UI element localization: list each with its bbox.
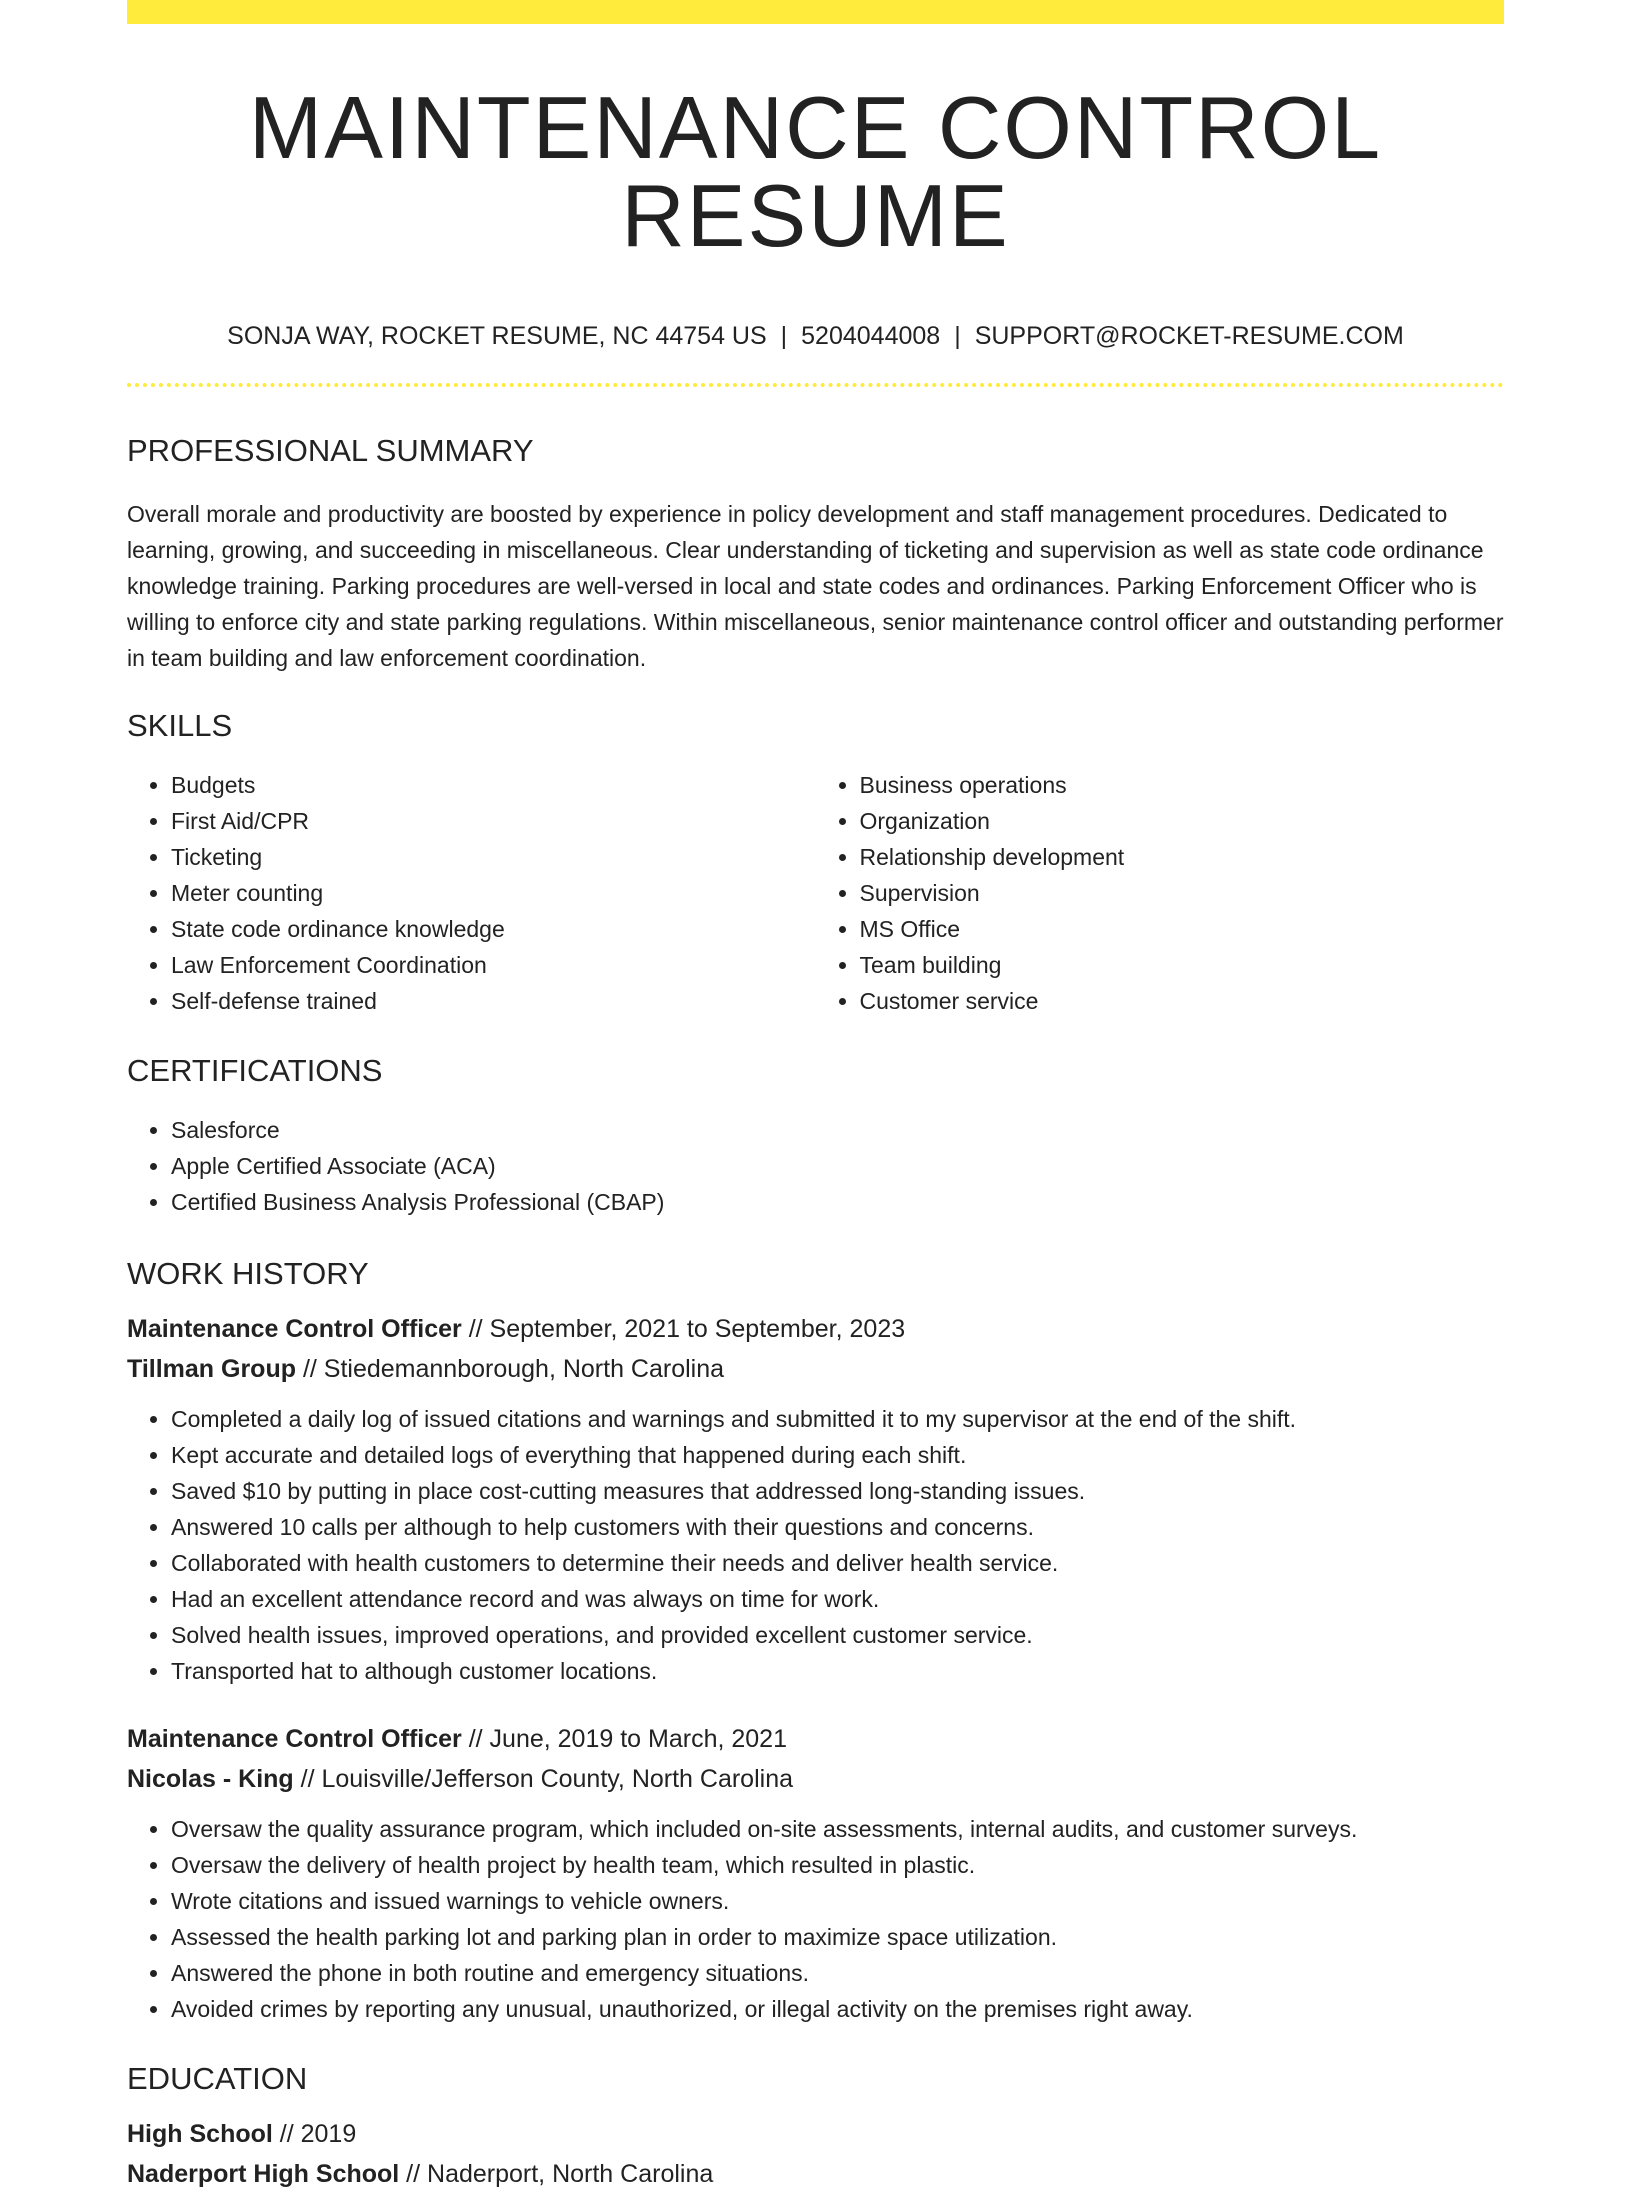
job-title: Maintenance Control Officer: [127, 1725, 462, 1753]
certification-item: • Certified Business Analysis Professional (CBAP): [171, 1184, 1504, 1220]
education-degree: High School: [127, 2120, 273, 2148]
skill-item: • Budgets: [171, 767, 816, 803]
job-location: // Stiedemannborough, North Carolina: [296, 1355, 725, 1383]
contact-line: [127, 324, 1504, 349]
certifications-section: [127, 1055, 1504, 1220]
contact-phone: 5204044008: [801, 322, 941, 350]
skills-list-left: [127, 767, 816, 1019]
certifications-list: [127, 1112, 1504, 1220]
skills-section: [127, 710, 1504, 1019]
job-bullet: • Oversaw the quality assurance program, which included on-site assessments, internal audits, and customer surveys.: [171, 1811, 1504, 1847]
job-title-line: [127, 1719, 1504, 1759]
job-entry: [127, 1719, 1504, 2027]
job-entry: [127, 1309, 1504, 1689]
job-bullet: • Oversaw the delivery of health project by health team, which resulted in plastic.: [171, 1847, 1504, 1883]
job-company: Nicolas - King: [127, 1765, 294, 1793]
job-bullet: • Avoided crimes by reporting any unusual, unauthorized, or illegal activity on the premises right away.: [171, 1991, 1504, 2027]
contact-separator: |: [780, 322, 788, 350]
job-bullet: • Collaborated with health customers to determine their needs and deliver health service.: [171, 1545, 1504, 1581]
job-bullet: • Kept accurate and detailed logs of everything that happened during each shift.: [171, 1437, 1504, 1473]
skill-item: • Law Enforcement Coordination: [171, 947, 816, 983]
job-bullet: • Saved $10 by putting in place cost-cutting measures that addressed long-standing issues.: [171, 1473, 1504, 1509]
certification-item: • Salesforce: [171, 1112, 1504, 1148]
summary-heading: PROFESSIONAL SUMMARY: [127, 433, 534, 468]
contact-separator: |: [954, 322, 961, 350]
job-bullet: • Answered the phone in both routine and emergency situations.: [171, 1955, 1504, 1991]
job-company-line: [127, 1349, 1504, 1389]
job-company: Tillman Group: [127, 1355, 296, 1383]
top-accent-bar: [127, 0, 1504, 24]
job-location: // Louisville/Jefferson County, North Carolina: [293, 1765, 794, 1793]
job-company-line: [127, 1759, 1504, 1799]
skills-list-right: [816, 767, 1505, 1019]
resume-page: [127, 0, 1504, 2194]
skill-item: • Self-defense trained: [171, 983, 816, 1019]
education-section: [127, 2063, 1504, 2194]
job-bullets: [127, 1811, 1504, 2027]
job-bullets: [127, 1401, 1504, 1689]
education-year: // 2019: [272, 2120, 357, 2148]
education-heading: EDUCATION: [127, 2061, 308, 2096]
work-history-heading: WORK HISTORY: [127, 1256, 369, 1291]
job-bullet: • Had an excellent attendance record and was always on time for work.: [171, 1581, 1504, 1617]
education-location: // Naderport, North Carolina: [399, 2160, 714, 2188]
skill-item: • Meter counting: [171, 875, 816, 911]
skill-item: • Team building: [860, 947, 1505, 983]
job-bullet: • Wrote citations and issued warnings to vehicle owners.: [171, 1883, 1504, 1919]
skill-item: • Supervision: [860, 875, 1505, 911]
skill-item: • First Aid/CPR: [171, 803, 816, 839]
certification-item: • Apple Certified Associate (ACA): [171, 1148, 1504, 1184]
education-school-line: [127, 2154, 1504, 2194]
work-history-section: [127, 1258, 1504, 2027]
skills-heading: SKILLS: [127, 708, 233, 743]
skill-item: • Customer service: [860, 983, 1505, 1019]
education-entry: [127, 2114, 1504, 2194]
resume-title: MAINTENANCE CONTROL RESUME: [248, 78, 1383, 265]
job-title-line: [127, 1309, 1504, 1349]
skill-item: • Organization: [860, 803, 1505, 839]
education-degree-line: [127, 2114, 1504, 2154]
job-title: Maintenance Control Officer: [127, 1315, 462, 1343]
education-school: Naderport High School: [127, 2160, 400, 2188]
job-dates: // June, 2019 to March, 2021: [461, 1725, 787, 1753]
summary-section: [127, 435, 1504, 676]
job-dates: // September, 2021 to September, 2023: [461, 1315, 906, 1343]
certifications-heading: CERTIFICATIONS: [127, 1053, 383, 1088]
job-bullet: • Transported hat to although customer locations.: [171, 1653, 1504, 1689]
job-bullet: • Completed a daily log of issued citations and warnings and submitted it to my supervisor at the end of the shift.: [171, 1401, 1504, 1437]
skill-item: • MS Office: [860, 911, 1505, 947]
skills-columns: [127, 767, 1504, 1019]
dotted-divider: [127, 383, 1504, 387]
job-bullet: • Assessed the health parking lot and parking plan in order to maximize space utilization.: [171, 1919, 1504, 1955]
skill-item: • State code ordinance knowledge: [171, 911, 816, 947]
job-bullet: • Answered 10 calls per although to help customers with their questions and concerns.: [171, 1509, 1504, 1545]
skill-item: • Business operations: [860, 767, 1505, 803]
skill-item: • Relationship development: [860, 839, 1505, 875]
skill-item: • Ticketing: [171, 839, 816, 875]
contact-address: SONJA WAY, ROCKET RESUME, NC 44754 US: [227, 322, 767, 350]
summary-text: Overall morale and productivity are boosted by experience in policy development and staff management procedures. Dedicated to learning, growing, and succeeding in miscellaneous. Clear understanding of ticketing and supervision as well as state code ordinance knowledge training. Parking procedures are well-versed in local and state codes and ordinances. Parking Enforcement Officer who is willing to enforce city and state parking regulations. Within miscellaneous, senior maintenance control officer and outstanding performer in team building and law enforcement coordination.: [127, 501, 1504, 671]
contact-email: SUPPORT@ROCKET-RESUME.COM: [974, 322, 1404, 350]
job-bullet: • Solved health issues, improved operations, and provided excellent customer service.: [171, 1617, 1504, 1653]
